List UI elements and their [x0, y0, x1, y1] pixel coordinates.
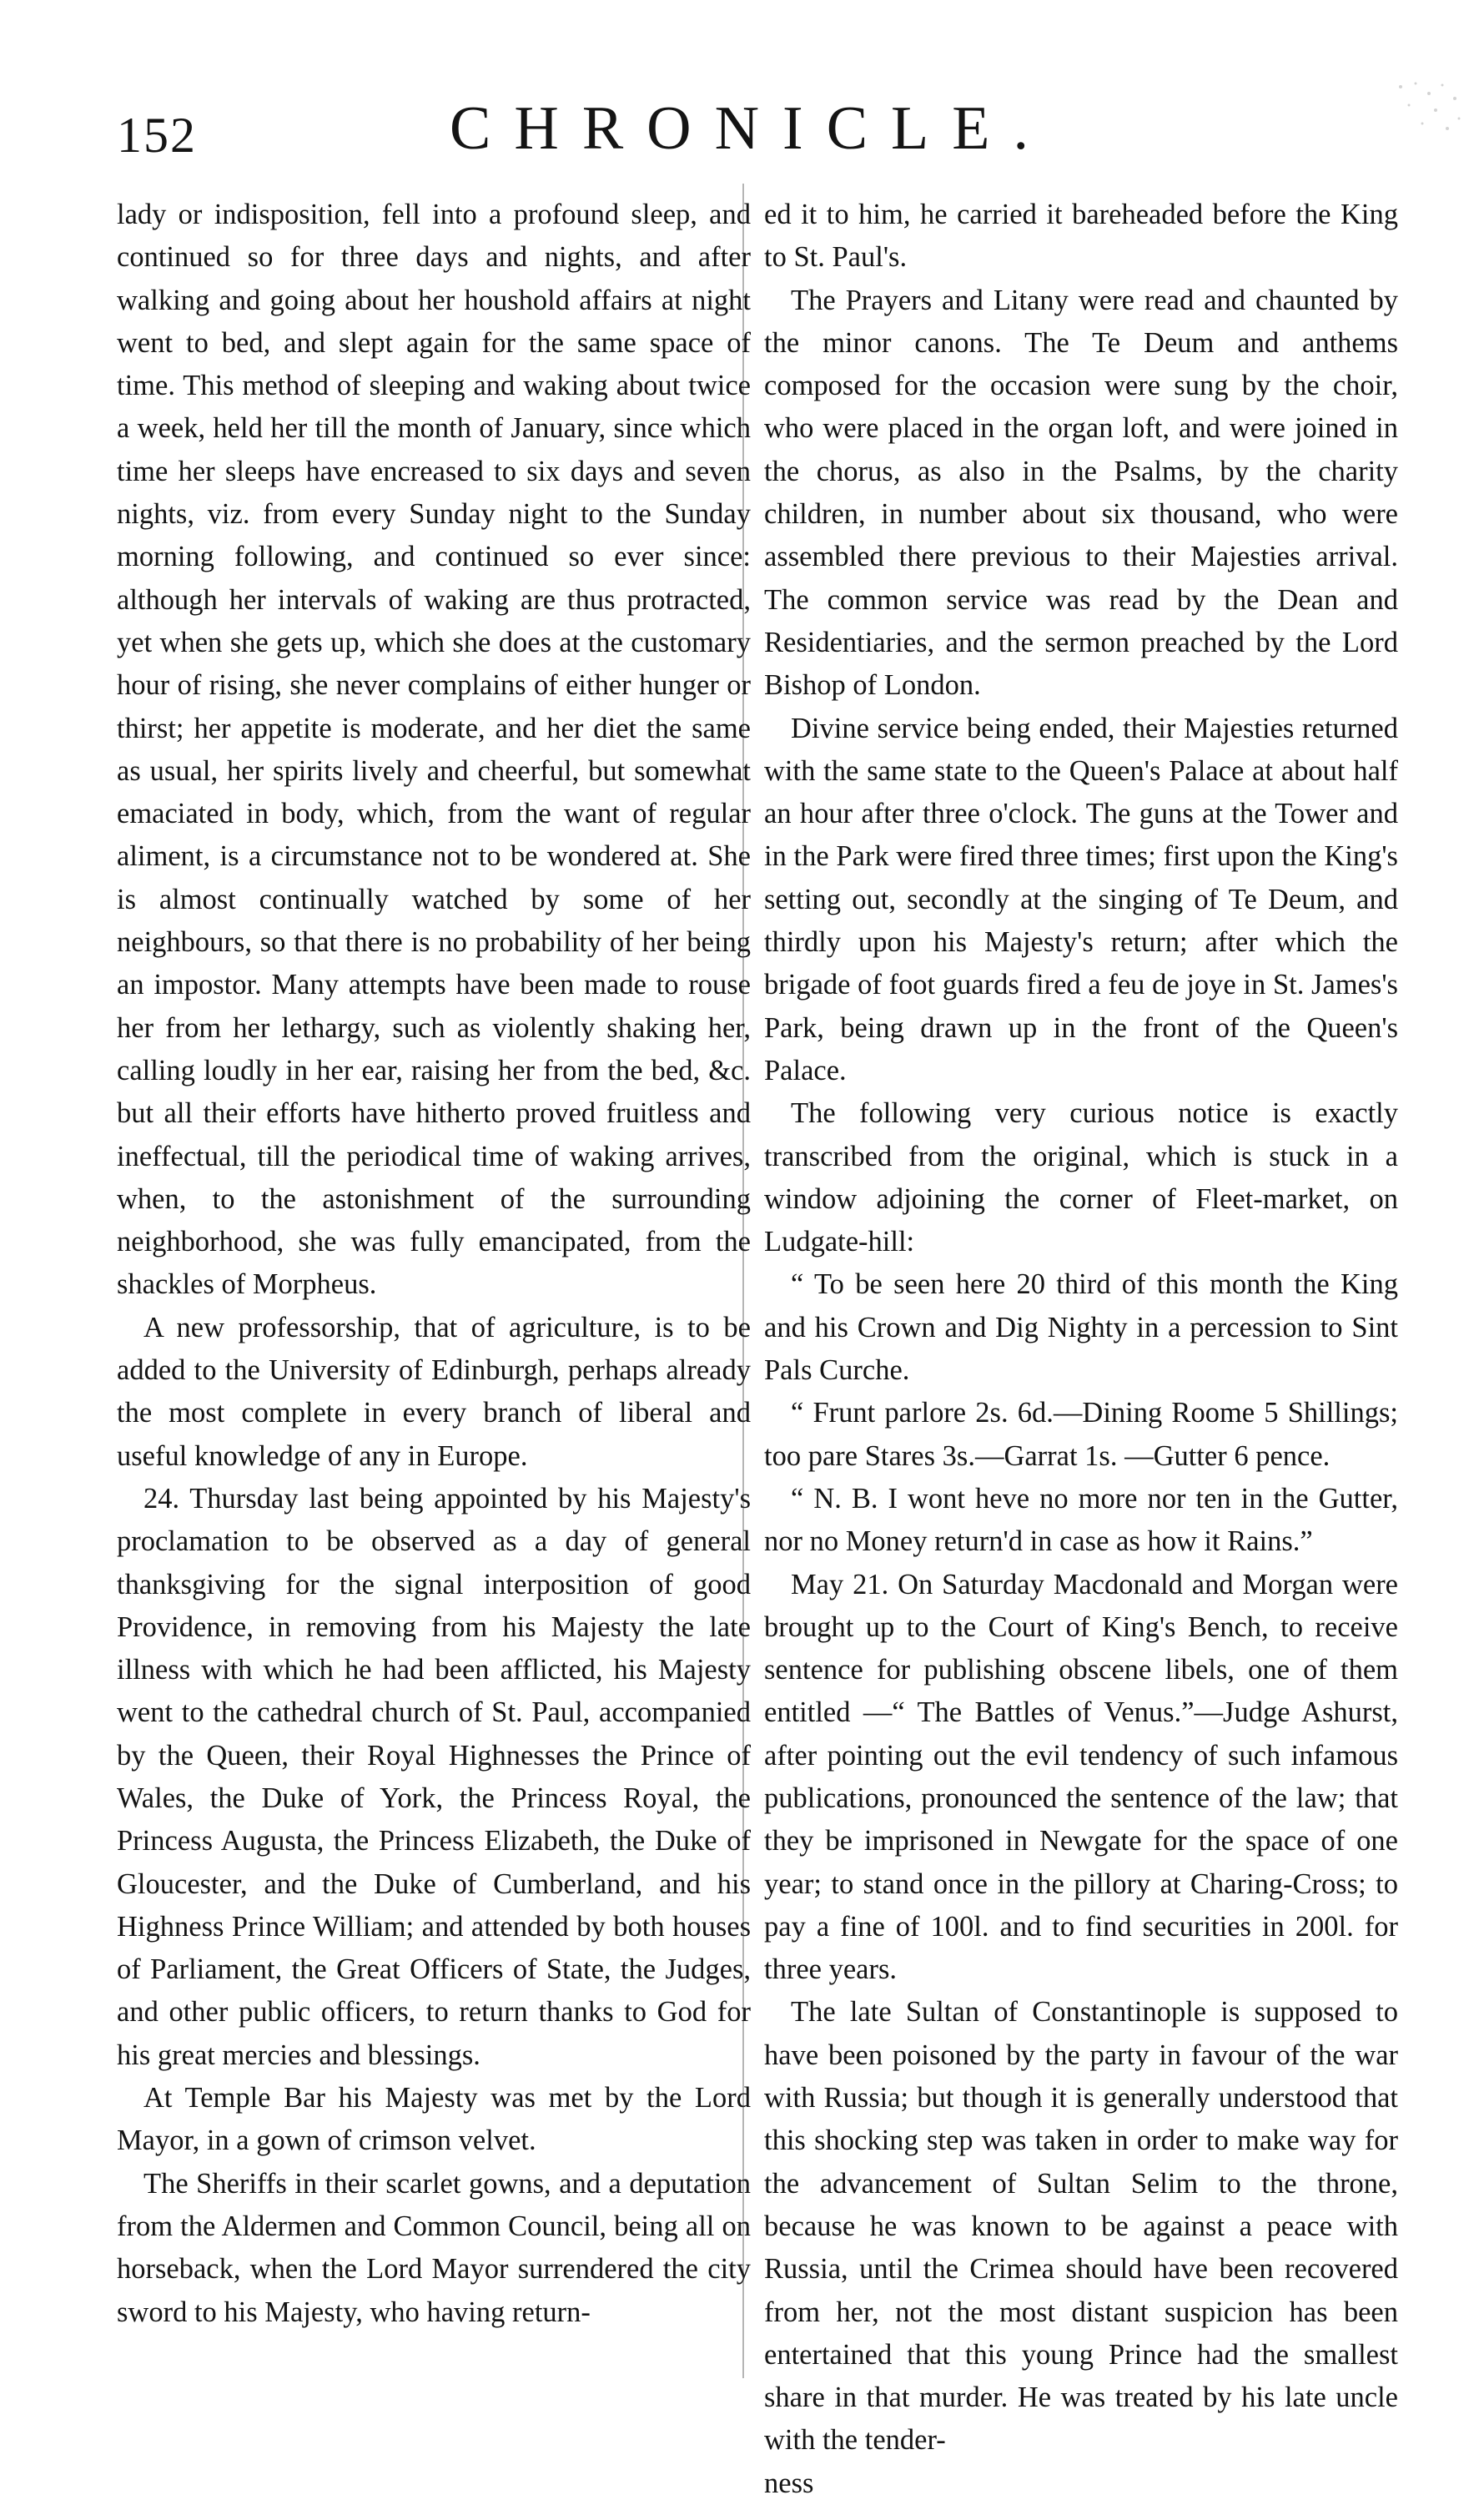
paragraph: Divine service being ended, their Majesties returned with the same state to the Queen's Palace at about half an hour after three o'clock. The guns at the Tower and in the Park were fired three times; first upon the King's setting out, secondly at the singing of Te Deum, and thirdly upon his Majesty's return; after which the brigade of foot guards fired a feu de joye in St. James's Park, being drawn up in the front of the Queen's Palace. — [764, 712, 1398, 1086]
paragraph: ed it to him, he carried it bareheaded before the King to St. Paul's. — [764, 199, 1398, 274]
paragraph: 24. Thursday last being appointed by his Majesty's proclamation to be observed as a day of general thanksgiving for the signal interposition of good Providence, in removing from his Majesty the late illness with which he had been afflicted, his Majesty went to the cathedral church of St. Paul, accompanied by the Queen, their Royal Highnesses the Prince of Wales, the Duke of York, the Princess Royal, the Princess Augusta, the Princess Elizabeth, the Duke of Gloucester, and the Duke of Cumberland, and his Highness Prince William; and attended by both houses of Parliament, the Great Officers of State, the Judges, and other public officers, to return thanks to God for his great mercies and blessings. — [117, 1482, 751, 2071]
paragraph: “ To be seen here 20 third of this month the King and his Crown and Dig Nighty in a percession to Sint Pals Curche. — [764, 1268, 1398, 1387]
paragraph: The Sheriffs in their scarlet gowns, and a deputation from the Aldermen and Common Council, being all on horseback, when the Lord Mayor surrendered the city sword to his Majesty, who having return- — [117, 2167, 751, 2328]
paragraph: The late Sultan of Constantinople is supposed to have been poisoned by the party in favour of the war with Russia; but though it is generally understood that this shocking step was taken in order to make way for the advancement of Sultan Selim to the throne, because he was known to be against a peace with Russia, until the Crimea should have been recovered from her, not the most distant suspicion has been entertained that this young Prince had the smallest share in that murder. He was treated by his late uncle with the tender- — [764, 1996, 1398, 2457]
right-column — [764, 194, 1398, 2505]
paragraph: The following very curious notice is exactly transcribed from the original, which is stuck in a window adjoining the corner of Fleet-market, on Ludgate-hill: — [764, 1097, 1398, 1258]
paragraph: May 21. On Saturday Macdonald and Morgan were brought up to the Court of King's Bench, to receive sentence for publishing obscene libels, one of them entitled —“ The Battles of Venus.”—Judge Ashurst, after pointing out the evil tendency of such infamous publications, pronounced the sentence of the law; that they be imprisoned in Newgate for the space of one year; to stand once in the pillory at Charing-Cross; to pay a fine of 100l. and to find securities in 200l. for three years. — [764, 1568, 1398, 1986]
page-number: 152 — [117, 108, 197, 163]
page-header — [117, 93, 1385, 169]
scan-noise-mark — [1392, 77, 1467, 135]
column-divider — [742, 184, 744, 2378]
paragraph: “ Frunt parlore 2s. 6d.—Dining Roome 5 Shillings; too pare Stares 3s.—Garrat 1s. —Gutter 6 pence. — [764, 1397, 1398, 1472]
paragraph: At Temple Bar his Majesty was met by the Lord Mayor, in a gown of crimson velvet. — [117, 2082, 751, 2157]
catchword: ness — [764, 2467, 814, 2499]
paragraph: lady or indisposition, fell into a profound sleep, and continued so for three days and nights, and after walking and going about her houshold affairs at night went to bed, and slept again for the same space of time. This method of sleeping and waking about twice a week, held her till the month of January, since which time her sleeps have encreased to six days and seven nights, viz. from every Sunday night to the Sunday morning following, and continued so ever since: although her intervals of waking are thus protracted, yet when she gets up, which she does at the customary hour of rising, she never complains of either hunger or thirst; her appetite is moderate, and her diet the same as usual, her spirits lively and cheerful, but somewhat emaciated in body, which, from the want of regular aliment, is a circumstance not to be wondered at. She is almost continually watched by some of her neighbours, so that there is no probability of her being an impostor. Many attempts have been made to rouse her from her lethargy, such as violently shaking her, calling loudly in her ear, raising her from the bed, &c. but all their efforts have hitherto proved fruitless and ineffectual, till the periodical time of waking arrives, when, to the astonishment of the surrounding neighborhood, she was fully emancipated, from the shackles of Morpheus. — [117, 199, 751, 1301]
paragraph: “ N. B. I wont heve no more nor ten in the Gutter, nor no Money return'd in case as how it Rains.” — [764, 1482, 1398, 1558]
paragraph: The Prayers and Litany were read and chaunted by the minor canons. The Te Deum and anthems composed for the occasion were sung by the choir, who were placed in the organ loft, and were joined in the chorus, as also in the Psalms, by the charity children, in number about six thousand, who were assembled there previous to their Majesties arrival. The common service was read by the Dean and Residentiaries, and the sermon preached by the Lord Bishop of London. — [764, 284, 1398, 702]
left-column — [117, 194, 751, 2334]
paragraph: A new professorship, that of agriculture, is to be added to the University of Edinburgh, perhaps already the most complete in every branch of liberal and useful knowledge of any in Europe. — [117, 1311, 751, 1472]
running-title: CHRONICLE. — [450, 94, 1052, 163]
